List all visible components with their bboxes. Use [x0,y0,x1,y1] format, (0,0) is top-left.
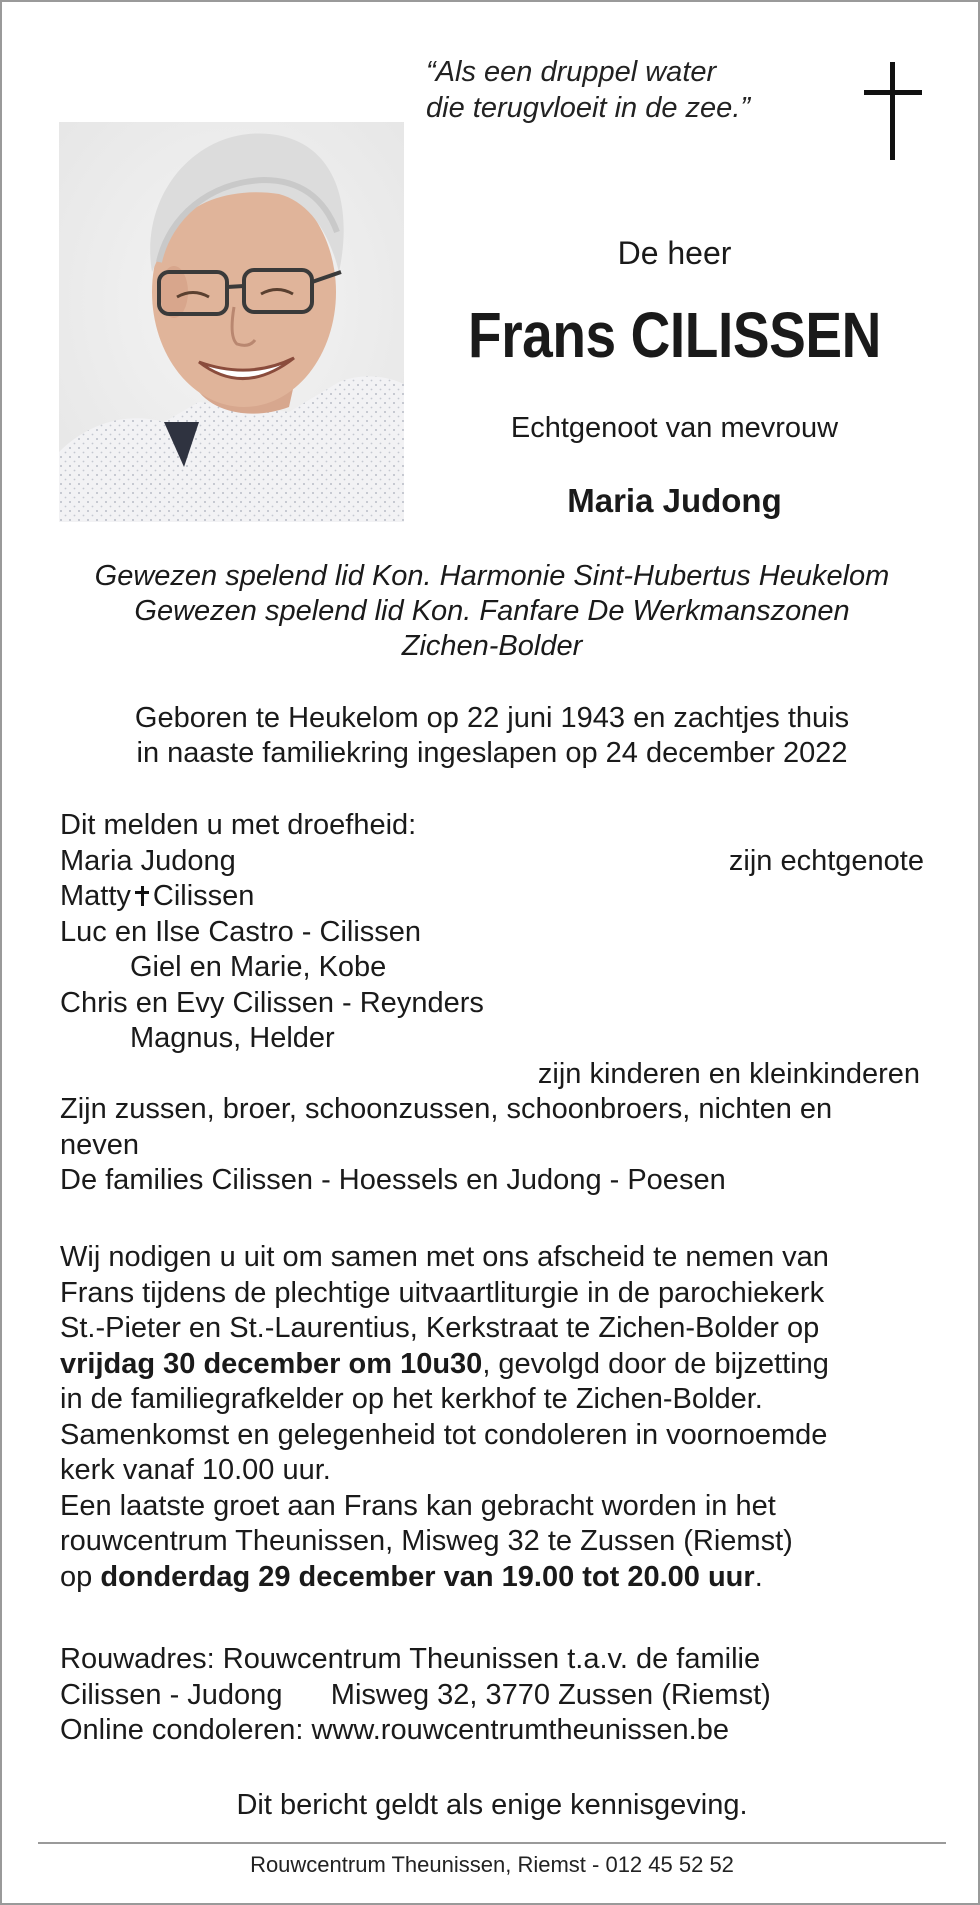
funeral-date: vrijdag 30 december om 10u30 [60,1347,483,1380]
affiliation-line: Zichen-Bolder [401,630,583,662]
family-row-siblings-2: neven [60,1128,140,1161]
quote-line-2: die terugvloeit in de zee.” [426,92,751,124]
ceremony-line-post: . [754,1560,763,1593]
family-row-siblings-1: Zijn zussen, broer, schoonzussen, schoonbroers, nichten en [60,1093,833,1125]
condolence-link[interactable]: Online condoleren: www.rouwcentrumtheunissen.be [60,1714,729,1746]
quote-line-1: “Als een druppel water [426,56,717,88]
cross-icon [864,62,922,160]
family-row-families: De families Cilissen - Hoessels en Judong - Poesen [60,1164,726,1196]
ceremony-line: Wij nodigen u uit om samen met ons afscheid te nemen van [60,1241,829,1273]
child-1-first: Matty [60,880,131,912]
ceremony-line: St.-Pieter en St.-Laurentius, Kerkstraat te Zichen-Bolder op [60,1312,820,1344]
closing-note: Dit bericht geldt als enige kennisgeving. [236,1789,748,1821]
affiliations [42,559,942,664]
family-spouse-name: Maria Judong [60,844,236,877]
ceremony-line: in de familiegrafkelder op het kerkhof te Zichen-Bolder. [60,1383,763,1415]
family-intro: Dit melden u met droefheid: [60,809,417,841]
ceremony-line [60,1560,930,1596]
ceremony-line: Samenkomst en gelegenheid tot condoleren in voornoemde [60,1418,828,1451]
family-row-spouse [60,844,924,880]
family-row-child-2: Luc en Ilse Castro - Cilissen [60,915,422,948]
affiliation-line: Gewezen spelend lid Kon. Fanfare De Werkmanszonen [134,595,850,627]
ceremony-line: rouwcentrum Theunissen, Misweg 32 te Zussen (Riemst) [60,1525,793,1557]
ceremony-line-rest: , gevolgd door de bijzetting [482,1347,829,1380]
family-row-child-1 [60,879,924,915]
family-row-grandchildren-2: Giel en Marie, Kobe [130,951,387,983]
child-1-last: Cilissen [152,880,255,912]
affiliation-line: Gewezen spelend lid Kon. Harmonie Sint-Hubertus Heukelom [94,560,890,592]
family-list [60,808,924,1199]
children-role: zijn kinderen en kleinkinderen [537,1057,920,1090]
ceremony-line: Een laatste groet aan Frans kan gebracht worden in het [60,1489,776,1522]
portrait-photo [59,122,404,522]
birth-line-2: in naaste familiekring ingeslapen op 24 december 2022 [136,737,848,769]
ceremony-line-pre: op [60,1560,101,1593]
address-paragraph [60,1642,930,1749]
footer-divider [38,1842,946,1844]
footer-text: Rouwcentrum Theunissen, Riemst - 012 45 52 52 [250,1852,734,1877]
ceremony-line: Frans tijdens de plechtige uitvaartliturgie in de parochiekerk [60,1276,825,1309]
deceased-name: Frans CILISSEN [468,299,881,371]
address-line: Cilissen - Judong Misweg 32, 3770 Zussen (Riemst) [60,1678,771,1711]
visitation-date: donderdag 29 december van 19.00 tot 20.00 uur [100,1560,755,1593]
family-row-grandchildren-3: Magnus, Helder [130,1022,335,1054]
ceremony-line [60,1347,930,1383]
birth-death-text [42,701,942,771]
family-row-children-role [60,1057,924,1093]
family-spouse-role: zijn echtgenote [728,844,924,877]
family-row-child-3: Chris en Evy Cilissen - Reynders [60,986,484,1019]
quote [426,54,806,126]
spouse-label: Echtgenoot van mevrouw [510,412,839,444]
birth-line-1: Geboren te Heukelom op 22 juni 1943 en zachtjes thuis [134,702,850,734]
ceremony-paragraph [60,1240,930,1595]
small-cross-icon [135,886,149,906]
address-line: Rouwadres: Rouwcentrum Theunissen t.a.v. de familie [60,1643,761,1675]
spouse-name: Maria Judong [567,482,782,519]
ceremony-line: kerk vanaf 10.00 uur. [60,1454,331,1486]
deceased-title: De heer [617,235,732,271]
